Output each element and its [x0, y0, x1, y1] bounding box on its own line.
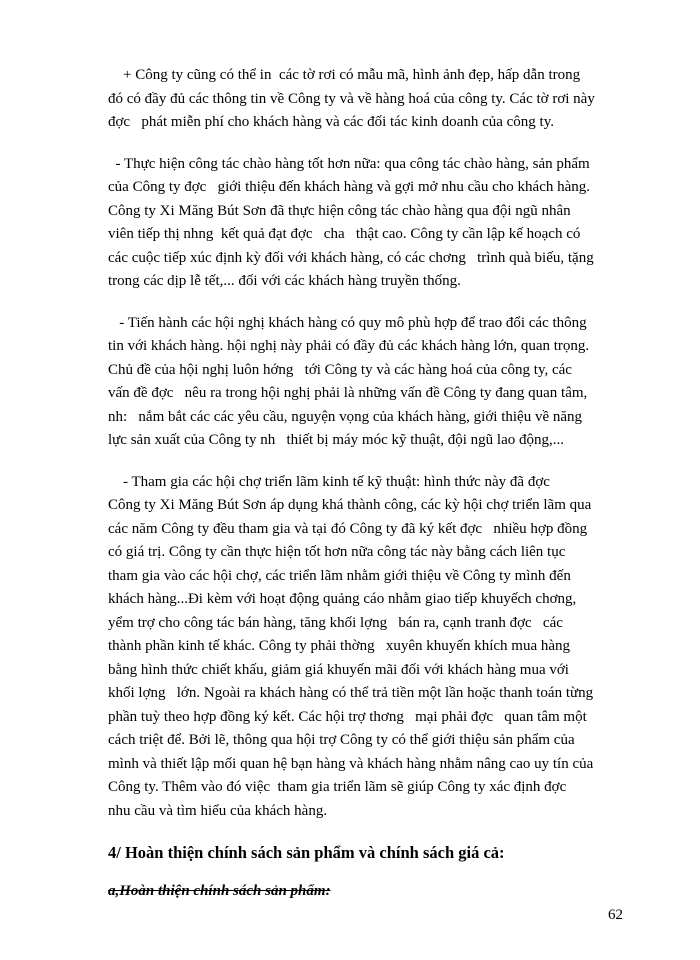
text-line: có giá trị. Công ty cần thực hiện tốt hơn nữa công tác này bằng cách liên tục [108, 544, 566, 560]
text-line: các năm Công ty đều tham gia và tại đó Công ty đã ký kết đợc nhiều hợp đồng [108, 520, 588, 537]
text-line: đó có đầy đủ các thông tin về Công ty và về hàng hoá của công ty. Các tờ rơi này [108, 90, 595, 107]
paragraph-customer-conference [108, 312, 636, 453]
text-line: các cuộc tiếp xúc định kỳ đối với khách hàng, có các chơng trình quà biếu, tặng [108, 249, 594, 266]
text-line: Chủ đề của hội nghị luôn hớng tới Công ty và các hàng hoá của công ty, các [108, 361, 572, 378]
document-body [108, 64, 636, 903]
text-line: đợc phát miễn phí cho khách hàng và các đối tác kinh doanh của công ty. [108, 114, 554, 130]
text-line: yểm trợ cho công tác bán hàng, tăng khối lợng bán ra, cạnh tranh đợc các [108, 614, 563, 631]
text-line: nhu cầu và tìm hiểu của khách hàng. [108, 802, 328, 819]
text-line: khối lợng lớn. Ngoài ra khách hàng có thể trả tiền một lần hoặc thanh toán từng [108, 685, 594, 701]
text-line: Công ty Xi Măng Bút Sơn áp dụng khá thành công, các kỳ hội chợ triển lãm qua [108, 497, 592, 513]
text-line: nh: nắm bắt các các yêu cầu, nguyện vọng của khách hàng, giới thiệu về năng [108, 408, 583, 425]
text-line: tham gia vào các hội chợ, các triển lãm nhằm giới thiệu về Công ty mình đến [108, 567, 571, 584]
text-line: - Tiến hành các hội nghị khách hàng có quy mô phù hợp để trao đổi các thông [108, 314, 587, 331]
text-line: Công ty Xi Măng Bút Sơn đã thực hiện công tác chào hàng qua đội ngũ nhân [108, 202, 571, 219]
paragraph-trade-fairs [108, 471, 636, 824]
text-line: vấn đề đợc nêu ra trong hội nghị phải là những vấn đề Công ty đang quan tâm, [108, 385, 588, 401]
text-line: lực sản xuất của Công ty nh thiết bị máy móc kỹ thuật, đội ngũ lao động,... [108, 432, 564, 448]
text-line: - Tham gia các hội chợ triển lãm kinh tế kỹ thuật: hình thức này đã đợc [108, 473, 550, 490]
text-line: trong các dịp lễ tết,... đối với các khách hàng truyền thống. [108, 273, 461, 289]
page-number: 62 [608, 907, 623, 923]
section-heading: 4/ Hoàn thiện chính sách sản phẩm và chính sách giá cả: [108, 843, 505, 862]
text-line: Công ty. Thêm vào đó việc tham gia triển lãm sẽ giúp Công ty xác định đợc [108, 779, 567, 795]
text-line: phần tuỳ theo hợp đồng ký kết. Các hội trợ thơng mại phải đợc quan tâm một [108, 708, 587, 725]
paragraph-sales-offer [108, 153, 636, 294]
text-line: thành phần kinh tế khác. Công ty phải thờng xuyên khuyến khích mua hàng [108, 638, 571, 654]
text-line: viên tiếp thị nhng kết quả đạt đợc cha thật cao. Công ty cần lập kế hoạch có [108, 226, 581, 242]
text-line: tin với khách hàng. hội nghị này phải có đầy đủ các khách hàng lớn, quan trọng. [108, 338, 590, 354]
text-line: bằng hình thức chiết khấu, giảm giá khuyến mãi đối với khách hàng mua với [108, 661, 569, 678]
text-line: cách triệt để. Bởi lẽ, thông qua hội trợ Công ty có thể giới thiệu sản phẩm của [108, 732, 575, 748]
text-line: + Công ty cũng có thể in các tờ rơi có mẫu mã, hình ảnh đẹp, hấp dẫn trong [108, 67, 581, 83]
text-line: mình và thiết lập mối quan hệ bạn hàng và khách hàng nhằm nâng cao uy tín của [108, 755, 594, 772]
text-line: của Công ty đợc giới thiệu đến khách hàng và gợi mở nhu cầu cho khách hàng. [108, 179, 591, 195]
subsection-heading: a,Hoàn thiện chính sách sản phẩm: [108, 883, 331, 899]
text-line: khách hàng...Đi kèm với hoạt động quảng cáo nhằm giao tiếp khuyếch chơng, [108, 591, 577, 607]
paragraph-flyers [108, 64, 636, 135]
text-line: - Thực hiện công tác chào hàng tốt hơn nữa: qua công tác chào hàng, sản phẩm [108, 155, 590, 172]
